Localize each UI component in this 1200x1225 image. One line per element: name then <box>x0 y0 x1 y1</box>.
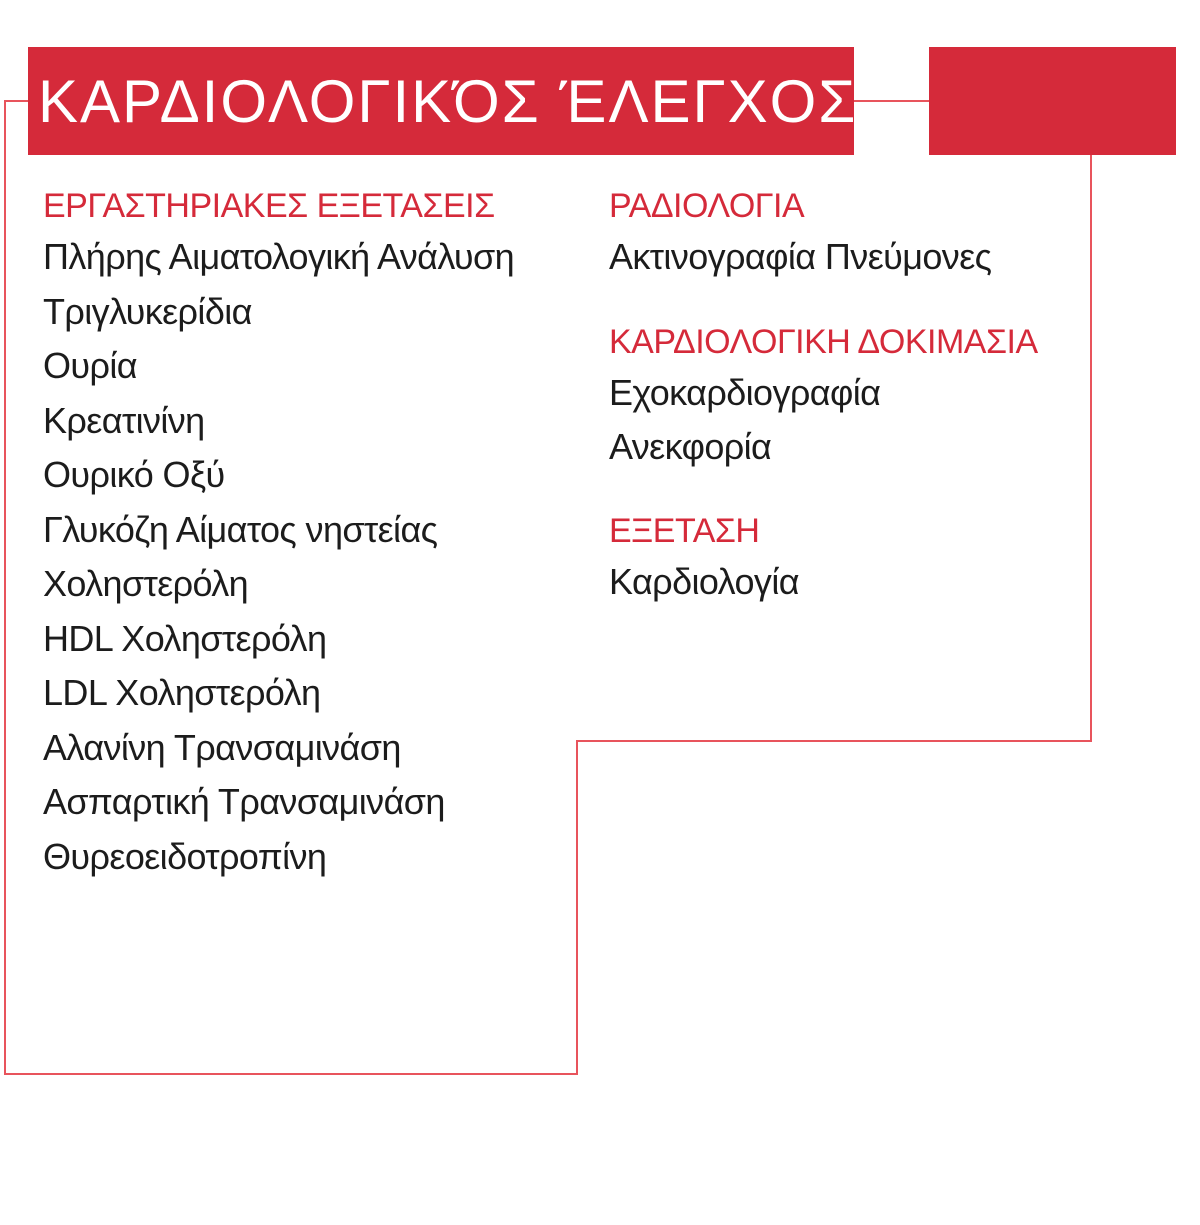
list-item: Καρδιολογία <box>609 560 799 602</box>
frame-line-bottom <box>4 1073 578 1075</box>
frame-line-top-left-stub <box>4 100 30 102</box>
frame-line-right <box>1090 155 1092 742</box>
list-item: HDL Χοληστερόλη <box>43 617 327 659</box>
corner-accent-block <box>929 47 1176 155</box>
list-item: Ουρικό Οξύ <box>43 454 225 495</box>
list-item: Θυρεοειδοτροπίνη <box>43 835 327 877</box>
list-item: Εχοκαρδιογραφία <box>609 371 881 413</box>
list-item: Τριγλυκερίδια <box>43 290 252 332</box>
list-item: Ουρία <box>43 345 137 386</box>
cardio-test-heading: ΚΑΡΔΙΟΛΟΓΙΚΗ ΔΟΚΙΜΑΣΙΑ <box>609 322 1038 361</box>
list-item: Γλυκόζη Αίματος νηστείας <box>43 508 438 550</box>
frame-line-step-vertical <box>576 740 578 1075</box>
frame-line-left <box>4 100 6 1075</box>
list-item: Πλήρης Αιματολογική Ανάλυση <box>43 236 515 277</box>
list-item: Ασπαρτική Τρανσαμινάση <box>43 781 445 822</box>
list-item: Ανεκφορία <box>609 426 772 467</box>
frame-line-top-connector <box>852 100 931 102</box>
radiology-heading: ΡΑΔΙΟΛΟΓΙΑ <box>609 187 805 225</box>
lab-tests-section <box>43 182 514 884</box>
exam-heading: ΕΞΕΤΑΣΗ <box>609 511 760 550</box>
lab-tests-heading: ΕΡΓΑΣΤΗΡΙΑΚΕΣ ΕΞΕΤΑΣΕΙΣ <box>43 187 495 225</box>
frame-line-step-horizontal <box>576 740 1092 742</box>
list-item: LDL Χοληστερόλη <box>43 672 321 713</box>
list-item: Κρεατινίνη <box>43 399 205 441</box>
list-item: Ακτινογραφία Πνεύμονες <box>609 236 992 277</box>
page-title: ΚΑΡΔΙΟΛΟΓΙΚΌΣ ΈΛΕΓΧΟΣ <box>38 68 858 135</box>
right-column <box>609 182 1038 609</box>
list-item: Χοληστερόλη <box>43 563 249 604</box>
list-item: Αλανίνη Τρανσαμινάση <box>43 726 401 768</box>
